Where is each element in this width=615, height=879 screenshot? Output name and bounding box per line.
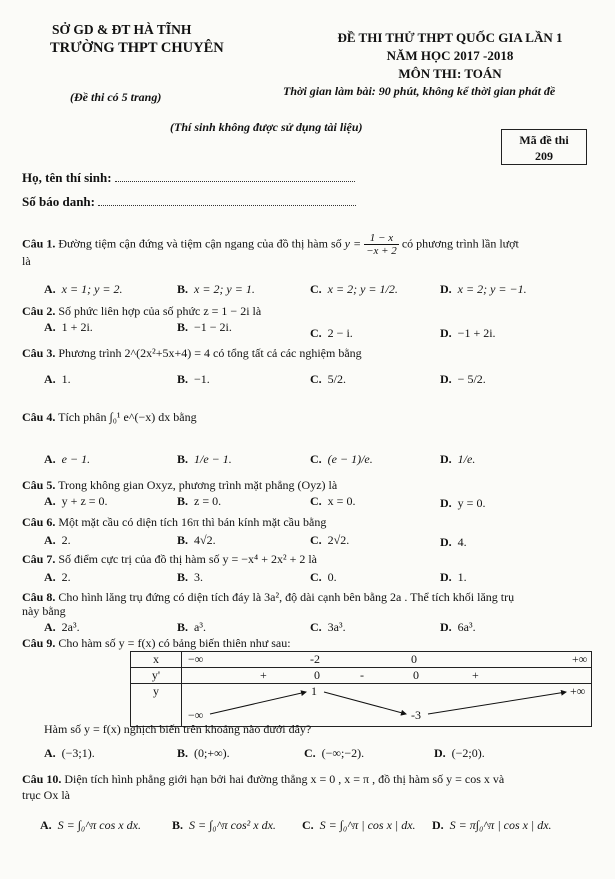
option-key: A.: [44, 533, 56, 547]
option-key: C.: [310, 282, 322, 296]
option-key: B.: [172, 818, 184, 832]
option-key: D.: [440, 326, 452, 340]
option-text: x = 1; y = 2.: [61, 282, 123, 296]
option-text: (0;+∞).: [194, 746, 230, 760]
question-5: [22, 478, 337, 493]
question-text: Tích phân ∫₀¹ e^(−x) dx bằng: [58, 410, 197, 424]
material-note: (Thí sinh không được sử dụng tài liệu): [170, 120, 363, 134]
fraction: [364, 232, 399, 257]
option-text: 2√2.: [327, 533, 350, 547]
x-value: +∞: [572, 652, 588, 666]
q7-option-a[interactable]: [44, 570, 71, 585]
option-text: 0.: [327, 570, 337, 584]
question-10-cont: trục Ox là: [22, 788, 70, 802]
option-key: C.: [310, 372, 322, 386]
option-key: C.: [310, 494, 322, 508]
y-value: 1: [311, 684, 317, 698]
option-key: B.: [177, 620, 189, 634]
question-3: [22, 346, 362, 361]
subject: MÔN THI: TOÁN: [398, 66, 502, 81]
option-text: −1 − 2i.: [194, 320, 232, 334]
option-text: 1.: [457, 570, 467, 584]
option-text: 1/e.: [457, 452, 476, 466]
option-key: D.: [440, 535, 452, 549]
option-key: C.: [302, 818, 314, 832]
exam-code-box: [501, 129, 587, 165]
question-label: Câu 6.: [22, 515, 56, 529]
q8-option-d[interactable]: [440, 620, 476, 635]
option-key: D.: [440, 452, 452, 466]
question-text: Số điểm cực trị của đồ thị hàm số y = −x⁴ + 2x² + 2 là: [58, 552, 317, 566]
variation-row-yp: [131, 668, 592, 684]
question-10: [22, 772, 504, 787]
q4-option-a[interactable]: [44, 452, 90, 467]
q9-option-b[interactable]: [177, 746, 230, 761]
question-label: Câu 5.: [22, 478, 56, 492]
q3-option-c[interactable]: [310, 372, 346, 387]
question-8: [22, 590, 514, 605]
question-1: [22, 232, 519, 257]
q6-option-d[interactable]: [440, 535, 467, 550]
variation-row-x: [131, 652, 592, 668]
fraction-denominator: −x + 2: [366, 245, 397, 257]
question-label: Câu 7.: [22, 552, 56, 566]
option-key: B.: [177, 494, 189, 508]
question-text: Một mặt cầu có diện tích 16π thì bán kính mặt cầu bằng: [58, 515, 327, 529]
q8-option-a[interactable]: [44, 620, 80, 635]
sign-value: +: [260, 668, 267, 682]
q8-option-b[interactable]: [177, 620, 206, 635]
candidate-id-row: [22, 194, 356, 210]
q10-option-a[interactable]: [40, 818, 141, 833]
option-key: D.: [440, 496, 452, 510]
question-label: Câu 4.: [22, 410, 56, 424]
option-text: 2.: [61, 533, 71, 547]
option-key: A.: [44, 320, 56, 334]
option-text: x = 2; y = 1/2.: [327, 282, 398, 296]
option-key: D.: [440, 620, 452, 634]
q1-option-d[interactable]: [440, 282, 527, 297]
q9-option-d[interactable]: [434, 746, 485, 761]
q2-option-a[interactable]: [44, 320, 93, 335]
option-key: A.: [44, 452, 56, 466]
option-key: B.: [177, 533, 189, 547]
option-key: D.: [440, 282, 452, 296]
question-4: [22, 410, 197, 425]
option-text: (−2;0).: [451, 746, 485, 760]
option-text: (e − 1)/e.: [327, 452, 373, 466]
q6-option-b[interactable]: [177, 533, 216, 548]
x-value: -2: [310, 652, 320, 666]
option-text: S = π∫₀^π | cos x | dx.: [449, 818, 552, 832]
option-text: 2 − i.: [327, 326, 353, 340]
question-label: Câu 10.: [22, 772, 62, 786]
variation-row-y: [131, 684, 592, 727]
decreasing-arrow: [324, 692, 406, 714]
q5-option-c[interactable]: [310, 494, 355, 509]
y-value: -3: [411, 708, 421, 722]
option-text: 2a³.: [61, 620, 80, 634]
option-text: −1.: [194, 372, 210, 386]
candidate-name-field[interactable]: [115, 181, 355, 182]
school-year: NĂM HỌC 2017 -2018: [386, 48, 514, 63]
question-2: [22, 304, 261, 319]
question-label: Câu 2.: [22, 304, 56, 318]
option-text: 3.: [194, 570, 204, 584]
option-text: y = 0.: [457, 496, 486, 510]
question-9: [22, 636, 291, 651]
increasing-arrow: [210, 692, 306, 714]
option-text: 1.: [61, 372, 71, 386]
increasing-arrow: [428, 692, 566, 714]
sign-value: -: [360, 668, 364, 682]
option-key: C.: [310, 452, 322, 466]
q10-option-c[interactable]: [302, 818, 416, 833]
variation-table: [130, 651, 592, 727]
question-text: Phương trình 2^(2x²+5x+4) = 4 có tổng tất cả các nghiệm bằng: [58, 346, 362, 360]
candidate-name-row: [22, 170, 355, 186]
option-key: B.: [177, 570, 189, 584]
option-text: 3a³.: [327, 620, 346, 634]
question-label: Câu 9.: [22, 636, 56, 650]
q3-option-b[interactable]: [177, 372, 210, 387]
exam-code-label: Mã đề thi: [519, 133, 569, 147]
option-key: A.: [44, 494, 56, 508]
option-key: B.: [177, 372, 189, 386]
fraction-numerator: 1 − x: [364, 232, 399, 245]
option-text: 1 + 2i.: [61, 320, 93, 334]
option-key: C.: [310, 326, 322, 340]
q2-option-b[interactable]: [177, 320, 232, 335]
q2-option-d[interactable]: [440, 326, 496, 341]
option-key: C.: [310, 570, 322, 584]
candidate-id-field[interactable]: [98, 205, 356, 206]
option-text: x = 2; y = 1.: [194, 282, 255, 296]
option-key: A.: [44, 282, 56, 296]
q2-option-c[interactable]: [310, 326, 353, 341]
option-text: (−3;1).: [61, 746, 95, 760]
question-text: Cho hình lăng trụ đứng có diện tích đáy là 3a², độ dài cạnh bên bằng 2a . Thể tích khối lăng trụ: [58, 590, 515, 604]
time-limit: Thời gian làm bài: 90 phút, không kể thời gian phát đề: [283, 84, 556, 98]
q4-option-d[interactable]: [440, 452, 475, 467]
option-text: S = ∫₀^π cos x dx.: [57, 818, 141, 832]
q1-option-b[interactable]: [177, 282, 255, 297]
option-key: D.: [432, 818, 444, 832]
option-text: x = 2; y = −1.: [457, 282, 527, 296]
page-count: (Đề thi có 5 trang): [70, 90, 162, 104]
question-label: Câu 1.: [22, 236, 56, 251]
question-text: Đường tiệm cận đứng và tiệm cận ngang của đồ thị hàm số: [58, 236, 342, 251]
q5-option-a[interactable]: [44, 494, 108, 509]
y-values-cell: [182, 684, 592, 727]
exam-title: ĐỀ THI THỬ THPT QUỐC GIA LẦN 1: [337, 30, 563, 45]
option-key: B.: [177, 452, 189, 466]
q9-option-a[interactable]: [44, 746, 95, 761]
row-label-yprime: y': [131, 668, 182, 684]
department-name: SỞ GD & ĐT HÀ TĨNH: [52, 22, 192, 37]
q8-option-c[interactable]: [310, 620, 346, 635]
y-value: −∞: [188, 708, 204, 722]
question-label: Câu 8.: [22, 590, 56, 604]
q4-option-c[interactable]: [310, 452, 373, 467]
option-text: 6a³.: [457, 620, 476, 634]
sign-value: 0: [413, 668, 419, 682]
option-key: A.: [40, 818, 52, 832]
x-values-cell: [182, 652, 592, 668]
question-6: [22, 515, 326, 530]
option-text: 4.: [457, 535, 467, 549]
option-key: C.: [310, 533, 322, 547]
q3-option-d[interactable]: [440, 372, 486, 387]
q5-option-d[interactable]: [440, 496, 485, 511]
option-text: −1 + 2i.: [457, 326, 496, 340]
option-text: 5/2.: [327, 372, 347, 386]
question-1-cont: là: [22, 254, 31, 268]
option-text: x = 0.: [327, 494, 356, 508]
option-text: (−∞;−2).: [321, 746, 365, 760]
option-key: C.: [304, 746, 316, 760]
row-label-y: y: [131, 684, 182, 727]
option-key: A.: [44, 372, 56, 386]
option-key: A.: [44, 746, 56, 760]
candidate-name-label: Họ, tên thí sinh:: [22, 170, 112, 185]
option-text: 2.: [61, 570, 71, 584]
option-key: B.: [177, 282, 189, 296]
q6-option-a[interactable]: [44, 533, 71, 548]
option-text: a³.: [194, 620, 206, 634]
exam-code: 209: [535, 149, 553, 163]
question-text: có phương trình lần lượt: [401, 236, 519, 251]
option-text: S = ∫₀^π | cos x | dx.: [319, 818, 416, 832]
sign-value: 0: [314, 668, 320, 682]
q7-option-d[interactable]: [440, 570, 467, 585]
option-key: A.: [44, 620, 56, 634]
q10-option-d[interactable]: [432, 818, 552, 833]
question-label: Câu 3.: [22, 346, 56, 360]
question-9-cont: Hàm số y = f(x) nghịch biến trên khoảng nào dưới đây?: [44, 722, 312, 736]
option-text: y + z = 0.: [61, 494, 108, 508]
question-text: Trong không gian Oxyz, phương trình mặt phẳng (Oyz) là: [58, 478, 338, 492]
question-text: Diện tích hình phẳng giới hạn bởi hai đường thẳng x = 0 , x = π , đồ thị hàm số y = cos x và: [64, 772, 505, 786]
school-name: TRƯỜNG THPT CHUYÊN: [50, 40, 224, 56]
row-label-x: x: [131, 652, 182, 668]
q1-option-c[interactable]: [310, 282, 398, 297]
option-text: S = ∫₀^π cos² x dx.: [189, 818, 276, 832]
q9-option-c[interactable]: [304, 746, 364, 761]
x-value: −∞: [188, 652, 204, 666]
question-expr: y =: [344, 236, 362, 251]
q7-option-c[interactable]: [310, 570, 337, 585]
variation-arrows: [182, 684, 615, 726]
question-7: [22, 552, 317, 567]
candidate-id-label: Số báo danh:: [22, 194, 95, 209]
question-text: Số phức liên hợp của số phức z = 1 − 2i là: [58, 304, 262, 318]
question-8-cont: này bằng: [22, 604, 66, 618]
option-text: 1/e − 1.: [194, 452, 232, 466]
option-key: D.: [440, 372, 452, 386]
option-key: C.: [310, 620, 322, 634]
option-text: 4√2.: [194, 533, 216, 547]
y-value: +∞: [570, 684, 586, 698]
option-text: − 5/2.: [457, 372, 486, 386]
option-text: e − 1.: [61, 452, 91, 466]
x-value: 0: [411, 652, 417, 666]
q10-option-b[interactable]: [172, 818, 276, 833]
q7-option-b[interactable]: [177, 570, 203, 585]
option-key: D.: [440, 570, 452, 584]
option-key: B.: [177, 746, 189, 760]
question-text: Cho hàm số y = f(x) có bảng biến thiên như sau:: [58, 636, 291, 650]
option-text: z = 0.: [194, 494, 222, 508]
option-key: A.: [44, 570, 56, 584]
q4-option-b[interactable]: [177, 452, 232, 467]
option-key: B.: [177, 320, 189, 334]
option-key: D.: [434, 746, 446, 760]
q3-option-a[interactable]: [44, 372, 71, 387]
q6-option-c[interactable]: [310, 533, 349, 548]
q5-option-b[interactable]: [177, 494, 221, 509]
sign-value: +: [472, 668, 479, 682]
q1-option-a[interactable]: [44, 282, 123, 297]
yp-values-cell: [182, 668, 592, 684]
